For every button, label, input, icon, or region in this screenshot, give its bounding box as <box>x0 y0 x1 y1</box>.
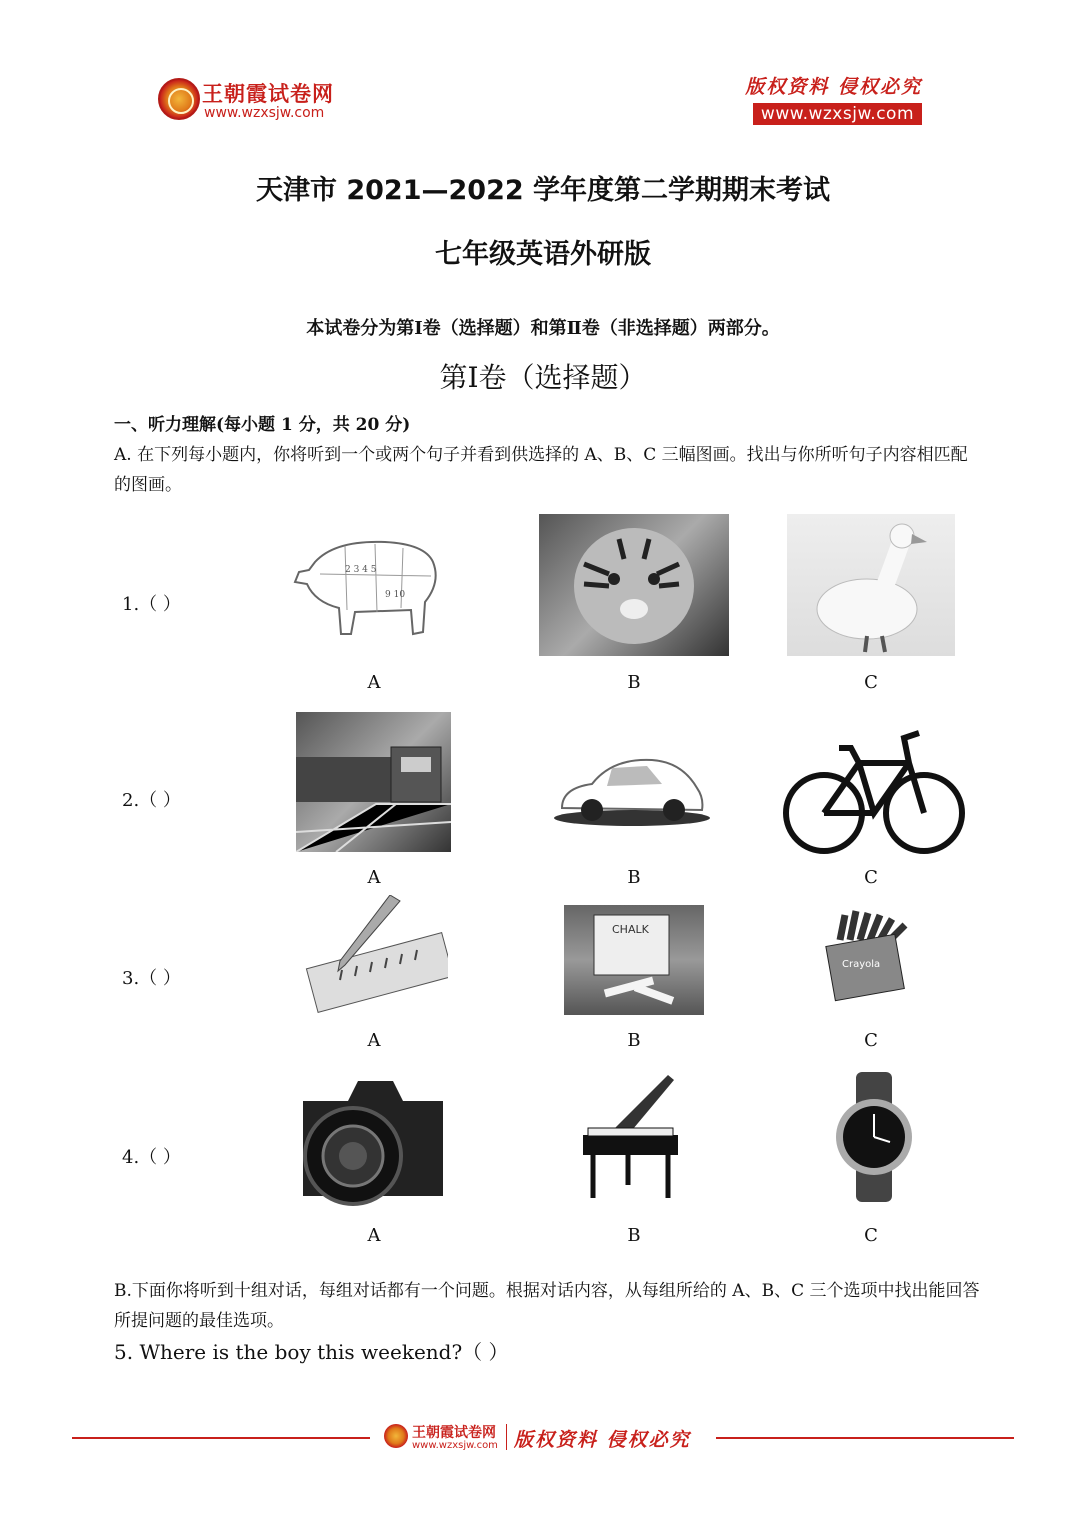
question-5: 5. Where is the boy this weekend?（ ） <box>114 1340 509 1364</box>
footer-divider-left <box>72 1437 370 1439</box>
option-label: C <box>864 672 878 693</box>
svg-text:2 3 4 5: 2 3 4 5 <box>345 565 377 575</box>
option-label: B <box>627 867 641 888</box>
camera-icon <box>278 1066 468 1211</box>
svg-text:9 10: 9 10 <box>385 590 406 600</box>
footer-divider-right <box>716 1437 1014 1439</box>
option-label: A <box>367 1225 381 1246</box>
exam-subtitle: 七年级英语外研版 <box>435 239 651 270</box>
exam-title: 天津市 2021—2022 学年度第二学期期末考试 <box>255 175 831 206</box>
question-3-label: 3.（ ） <box>122 968 181 989</box>
footer-copyright-note: 版权资料 侵权必究 <box>514 1429 691 1451</box>
option-label: C <box>864 867 878 888</box>
bicycle-icon <box>779 718 965 858</box>
watch-icon <box>830 1072 918 1202</box>
section-heading: 一、听力理解(每小题 1 分，共 20 分) <box>114 415 411 435</box>
svg-text:Crayola: Crayola <box>842 959 881 970</box>
site-logo <box>158 74 368 126</box>
option-label: B <box>627 672 641 693</box>
copyright-banner <box>716 72 922 124</box>
option-label: A <box>367 1030 381 1051</box>
question-4-label: 4.（ ） <box>122 1147 181 1168</box>
tiger-icon <box>539 514 729 656</box>
logo-name: 王朝霞试卷网 <box>202 82 334 106</box>
crayons-icon <box>820 905 930 1005</box>
question-2-label: 2.（ ） <box>122 790 181 811</box>
paper-intro: 本试卷分为第Ⅰ卷（选择题）和第Ⅱ卷（非选择题）两部分。 <box>306 318 780 339</box>
pencil-ruler-icon <box>300 895 448 1020</box>
option-label: C <box>864 1030 878 1051</box>
option-label: A <box>367 867 381 888</box>
copyright-note: 版权资料 侵权必究 <box>745 76 922 98</box>
option-label: C <box>864 1225 878 1246</box>
seal-icon <box>158 78 200 120</box>
chalk-icon <box>564 905 704 1015</box>
footer-brand <box>384 1422 714 1456</box>
svg-text:CHALK: CHALK <box>612 923 649 936</box>
footer-separator <box>506 1424 507 1450</box>
footer-logo-name: 王朝霞试卷网 <box>412 1425 496 1441</box>
logo-url: www.wzxsjw.com <box>204 105 325 121</box>
footer-logo-url: www.wzxsjw.com <box>412 1440 498 1451</box>
part-a-instructions: A. 在下列每小题内，你将听到一个或两个句子并看到供选择的 A、B、C 三幅图画。找出与你所听句子内容相匹配的图画。 <box>114 445 968 495</box>
question-1-label: 1.（ ） <box>122 594 181 615</box>
part-title: 第Ⅰ卷（选择题） <box>439 361 647 394</box>
option-label: B <box>627 1225 641 1246</box>
seal-icon <box>384 1424 408 1448</box>
pig-icon <box>285 522 445 662</box>
option-label: A <box>367 672 381 693</box>
duck-icon <box>787 514 955 656</box>
piano-icon <box>578 1070 683 1200</box>
option-label: B <box>627 1030 641 1051</box>
part-b-instructions: B.下面你将听到十组对话，每组对话都有一个问题。根据对话内容，从每组所给的 A、B、C 三个选项中找出能回答所提问题的最佳选项。 <box>114 1281 980 1331</box>
train-icon <box>296 712 451 852</box>
car-icon <box>552 748 710 828</box>
site-url-badge: www.wzxsjw.com <box>753 103 922 125</box>
